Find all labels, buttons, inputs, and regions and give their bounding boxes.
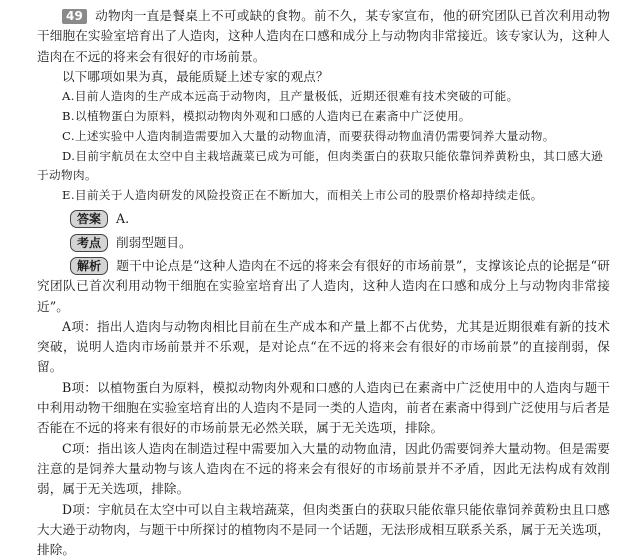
analysis-intro-text: 题干中论点是“这种人造肉在不远的将来会有很好的市场前景”，支撑该论点的论据是“研究团队已首次利用动物干细胞在实验室培育出了人造肉，这种人造肉在口感和成分上与动物肉非常接近”。 xyxy=(37,257,610,314)
test-point-tag: 考点 xyxy=(70,234,108,252)
option-b: B.以植物蛋白为原料，模拟动物肉外观和口感的人造肉已在素斋中广泛使用。 xyxy=(62,108,471,123)
question-number-badge: 49 xyxy=(62,9,87,24)
option-e: E.目前关于人造肉研发的风险投资正在不断加大，而相关上市公司的股票价格却持续走低。 xyxy=(62,188,543,203)
analysis-intro xyxy=(37,256,610,317)
analysis-item-a: A项：指出人造肉与动物肉相比目前在生产成本和产量上都不占优势，尤其是近期很难有新的技术突破，说明人造肉市场前景并不乐观，是对论点“在不远的将来会有很好的市场前景”的直接削弱，保留。 xyxy=(37,318,610,375)
question-stem xyxy=(37,6,610,67)
analysis-item-b: B项：以植物蛋白为原料，模拟动物肉外观和口感的人造肉已在素斋中广泛使用中的人造肉与题干中利用动物干细胞在实验室培育出的人造肉不是同一类的人造肉，前者在素斋中得到广泛使用与后者是否能在不远的将来有很好的市场前景无必然关联，属于无关选项，排除。 xyxy=(37,379,610,436)
answer-value: A. xyxy=(116,210,130,226)
option-c: C.上述实验中人造肉制造需要加入大量的动物血清，而要获得动物血清仍需要饲养大量动物。 xyxy=(62,128,555,143)
analysis-item-c: C项：指出该人造肉在制造过程中需要加入大量的动物血清，因此仍需要饲养大量动物。但是需要注意的是饲养大量动物与该人造肉在不远的将来会有很好的市场前景并不矛盾，因此无法构成有效削弱，属于无关选项，排除。 xyxy=(37,440,610,497)
option-a: A.目前人造肉的生产成本远高于动物肉，且产量极低，近期还很难有技术突破的可能。 xyxy=(62,89,519,104)
analysis-tag: 解析 xyxy=(70,257,108,275)
answer-row xyxy=(37,208,610,230)
question-stem-text: 动物肉一直是餐桌上不可或缺的食物。前不久，某专家宣布，他的研究团队已首次利用动物干细胞在实验室培育出了人造肉，这种人造肉在口感和成分上与动物肉非常接近。该专家认为，这种人造肉在不远的将来会有很好的市场前景。 xyxy=(37,8,610,64)
test-point-value: 削弱型题目。 xyxy=(116,234,192,250)
test-point-row xyxy=(37,232,610,254)
answer-tag: 答案 xyxy=(70,210,108,228)
option-d: D.目前宇航员在太空中自主栽培蔬菜已成为可能，但肉类蛋白的获取只能依靠饲养黄粉虫，其口感大逊于动物肉。 xyxy=(37,148,604,183)
question-prompt: 以下哪项如果为真，最能质疑上述专家的观点？ xyxy=(62,68,329,84)
analysis-item-d: D项：宇航员在太空中可以自主栽培蔬菜，但肉类蛋白的获取只能依靠只能依靠饲养黄粉虫且口感大大逊于动物肉，与题干中所探讨的植物肉不是同一个话题，无法形成相互联系关系，属于无关选项，排除。 xyxy=(37,501,610,558)
